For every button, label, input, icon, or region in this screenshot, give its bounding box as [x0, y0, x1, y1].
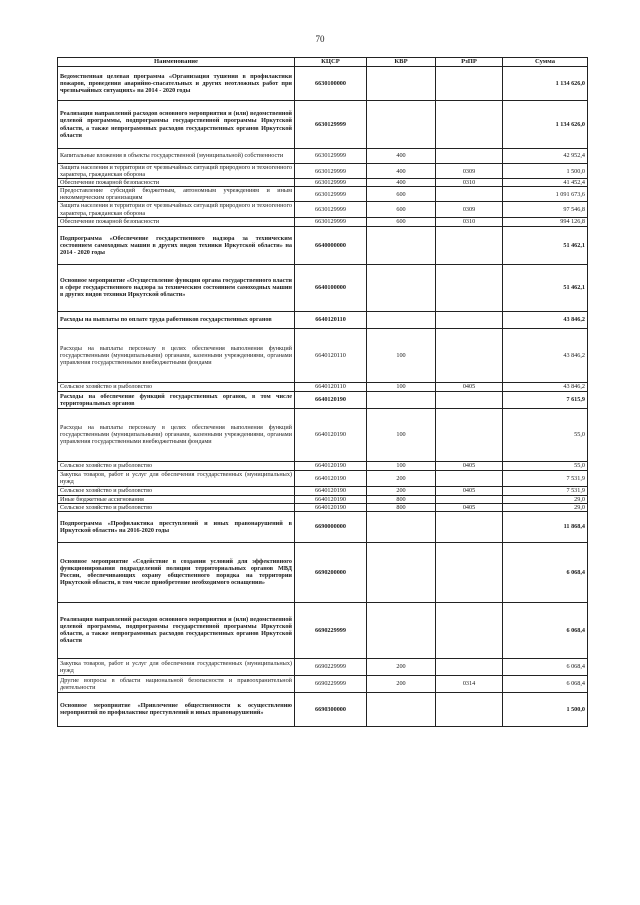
cell-name: Капитальные вложения в объекты государственной (муниципальной) собственности: [58, 149, 295, 164]
table-body: [58, 67, 588, 727]
cell-rzpr: [436, 692, 503, 726]
cell-name: Защита населения и территории от чрезвычайных ситуаций природного и техногенного характера, гражданская оборона: [58, 202, 295, 217]
table-row: [58, 382, 588, 391]
cell-kvr: [367, 692, 436, 726]
cell-kcsr: 6640120110: [295, 382, 367, 391]
cell-kvr: 200: [367, 486, 436, 495]
table-row: [58, 101, 588, 149]
table-row: [58, 391, 588, 408]
cell-rzpr: [436, 264, 503, 311]
cell-rzpr: 0405: [436, 382, 503, 391]
cell-rzpr: [436, 187, 503, 202]
cell-kcsr: 6690200000: [295, 542, 367, 602]
cell-name: Обеспечение пожарной безопасности: [58, 179, 295, 187]
cell-name: Закупка товаров, работ и услуг для обеспечения государственных (муниципальных) нужд: [58, 658, 295, 675]
table-row: [58, 226, 588, 264]
cell-rzpr: 0310: [436, 217, 503, 226]
cell-sum: 97 546,8: [503, 202, 588, 217]
table-row: [58, 67, 588, 101]
column-header-kcsr: КЦСР: [295, 58, 367, 67]
budget-table: [57, 57, 588, 727]
cell-kvr: 400: [367, 179, 436, 187]
cell-kvr: 100: [367, 382, 436, 391]
cell-rzpr: 0314: [436, 675, 503, 692]
cell-sum: 6 068,4: [503, 602, 588, 658]
cell-kvr: 100: [367, 408, 436, 461]
table-row: [58, 264, 588, 311]
cell-name: Обеспечение пожарной безопасности: [58, 217, 295, 226]
cell-sum: 1 500,0: [503, 692, 588, 726]
cell-name: Предоставление субсидий бюджетным, автономным учреждениям и иным некоммерческим организациям: [58, 187, 295, 202]
column-header-kvr: КВР: [367, 58, 436, 67]
cell-name: Сельское хозяйство и рыболовство: [58, 486, 295, 495]
cell-name: Иные бюджетные ассигнования: [58, 495, 295, 503]
cell-name: Ведомственная целевая программа «Организация тушения в профилактики пожаров, проведения аварийно-спасательных и других неотложных работ при чрезвычайных ситуациях» на 2014 - 2020 годы: [58, 67, 295, 101]
cell-sum: 42 952,4: [503, 149, 588, 164]
cell-kvr: 600: [367, 202, 436, 217]
cell-rzpr: 0309: [436, 164, 503, 179]
cell-kcsr: 6690229999: [295, 602, 367, 658]
cell-name: Основное мероприятие «Осуществление функции органа государственного власти в сфере государственного надзора за техническим состоянием самоходных машин в других видов техники Иркутской области»: [58, 264, 295, 311]
table-header-row: [58, 58, 588, 67]
table-row: [58, 311, 588, 328]
cell-name: Защита населения и территории от чрезвычайных ситуаций природного и техногенного характера, гражданская оборона: [58, 164, 295, 179]
cell-kvr: 600: [367, 217, 436, 226]
table-row: [58, 511, 588, 542]
cell-kvr: [367, 391, 436, 408]
column-header-rzpr: РзПР: [436, 58, 503, 67]
table-row: [58, 658, 588, 675]
cell-kcsr: 6630129999: [295, 202, 367, 217]
table-row: [58, 486, 588, 495]
cell-name: Реализация направлений расходов основного мероприятия и (или) ведомственной целевой программы, подпрограммы государственной программы Иркутской области, а также непрограммных расходов государственных органов Иркутской области: [58, 602, 295, 658]
cell-rzpr: 0310: [436, 179, 503, 187]
page-number: 70: [315, 34, 325, 44]
cell-sum: 41 452,4: [503, 179, 588, 187]
table-row: [58, 602, 588, 658]
cell-kvr: 800: [367, 503, 436, 511]
table-row: [58, 328, 588, 382]
cell-kvr: [367, 602, 436, 658]
column-header-name: Наименование: [58, 58, 295, 67]
cell-rzpr: [436, 67, 503, 101]
cell-kcsr: 6640000000: [295, 226, 367, 264]
cell-kvr: 200: [367, 675, 436, 692]
cell-kcsr: 6640100000: [295, 264, 367, 311]
cell-kcsr: 6640120190: [295, 495, 367, 503]
cell-rzpr: [436, 495, 503, 503]
table-row: [58, 495, 588, 503]
cell-kvr: 100: [367, 328, 436, 382]
cell-kvr: [367, 101, 436, 149]
cell-sum: 6 068,4: [503, 542, 588, 602]
cell-sum: 43 846,2: [503, 311, 588, 328]
cell-rzpr: [436, 542, 503, 602]
cell-sum: 1 091 673,6: [503, 187, 588, 202]
cell-sum: 29,0: [503, 495, 588, 503]
cell-rzpr: [436, 470, 503, 486]
cell-kcsr: 6630129999: [295, 101, 367, 149]
cell-kvr: [367, 511, 436, 542]
cell-kcsr: 6640120110: [295, 311, 367, 328]
cell-name: Сельское хозяйство и рыболовство: [58, 382, 295, 391]
cell-sum: 43 846,2: [503, 382, 588, 391]
table-row: [58, 149, 588, 164]
cell-rzpr: 0405: [436, 503, 503, 511]
cell-name: Сельское хозяйство и рыболовство: [58, 503, 295, 511]
cell-kcsr: 6630129999: [295, 187, 367, 202]
table-row: [58, 164, 588, 179]
cell-name: Закупка товаров, работ и услуг для обеспечения государственных (муниципальных) нужд: [58, 470, 295, 486]
cell-kvr: 200: [367, 470, 436, 486]
cell-sum: 7 531,9: [503, 486, 588, 495]
cell-rzpr: [436, 602, 503, 658]
cell-kvr: 800: [367, 495, 436, 503]
cell-kvr: 600: [367, 187, 436, 202]
cell-sum: 11 868,4: [503, 511, 588, 542]
cell-name: Реализация направлений расходов основного мероприятия и (или) ведомственной целевой программы, подпрограммы государственной программы Иркутской области, а также непрограммных расходов государственных органов Иркутской области: [58, 101, 295, 149]
cell-rzpr: [436, 226, 503, 264]
cell-sum: 1 134 626,0: [503, 67, 588, 101]
table-row: [58, 542, 588, 602]
cell-rzpr: 0309: [436, 202, 503, 217]
cell-sum: 6 068,4: [503, 675, 588, 692]
cell-kvr: 200: [367, 658, 436, 675]
cell-name: Расходы на выплаты по оплате труда работников государственных органов: [58, 311, 295, 328]
cell-rzpr: [436, 511, 503, 542]
cell-name: Расходы на выплаты персоналу в целях обеспечения выполнения функций государственными (муниципальными) органами, казенными учреждениями, органами управления государственными внебюджетными фондами: [58, 328, 295, 382]
cell-kcsr: 6630129999: [295, 149, 367, 164]
cell-kcsr: 6630100000: [295, 67, 367, 101]
cell-rzpr: [436, 149, 503, 164]
cell-sum: 29,0: [503, 503, 588, 511]
cell-kcsr: 6690229999: [295, 675, 367, 692]
cell-rzpr: [436, 101, 503, 149]
cell-kvr: [367, 311, 436, 328]
table-row: [58, 408, 588, 461]
cell-sum: 7 531,9: [503, 470, 588, 486]
cell-kcsr: 6690229999: [295, 658, 367, 675]
cell-kcsr: 6640120190: [295, 470, 367, 486]
cell-sum: 43 846,2: [503, 328, 588, 382]
table-row: [58, 217, 588, 226]
cell-name: Другие вопросы в области национальной безопасности и правоохранительной деятельности: [58, 675, 295, 692]
cell-kvr: [367, 67, 436, 101]
cell-kcsr: 6640120190: [295, 461, 367, 470]
cell-sum: 6 068,4: [503, 658, 588, 675]
cell-kvr: 400: [367, 164, 436, 179]
cell-rzpr: [436, 328, 503, 382]
cell-kcsr: 6630129999: [295, 179, 367, 187]
cell-kcsr: 6690300000: [295, 692, 367, 726]
cell-kcsr: 6640120110: [295, 328, 367, 382]
cell-rzpr: [436, 408, 503, 461]
cell-sum: 55,0: [503, 408, 588, 461]
table-row: [58, 187, 588, 202]
cell-kvr: [367, 264, 436, 311]
cell-name: Основное мероприятие «Привлечение общественности к осуществлению мероприятий по профилактике преступлений и иных правонарушений»: [58, 692, 295, 726]
cell-sum: 994 126,8: [503, 217, 588, 226]
cell-name: Расходы на выплаты персоналу в целях обеспечения выполнения функций государственными (муниципальными) органами, казенными учреждениями, органами управления государственными внебюджетными фондами: [58, 408, 295, 461]
table-row: [58, 470, 588, 486]
cell-sum: 7 615,9: [503, 391, 588, 408]
cell-name: Расходы на обеспечение функций государственных органов, в том числе территориальных органов: [58, 391, 295, 408]
cell-sum: 51 462,1: [503, 226, 588, 264]
table-row: [58, 692, 588, 726]
column-header-sum: Сумма: [503, 58, 588, 67]
cell-sum: 1 134 626,0: [503, 101, 588, 149]
cell-sum: 1 500,0: [503, 164, 588, 179]
cell-name: Подпрограмма «Профилактика преступлений и иных правонарушений в Иркутской области» на 2016-2020 годы: [58, 511, 295, 542]
cell-kvr: [367, 226, 436, 264]
cell-rzpr: 0405: [436, 461, 503, 470]
cell-kvr: [367, 542, 436, 602]
cell-kvr: 400: [367, 149, 436, 164]
cell-rzpr: [436, 391, 503, 408]
cell-rzpr: [436, 311, 503, 328]
cell-kvr: 100: [367, 461, 436, 470]
cell-kcsr: 6640120190: [295, 391, 367, 408]
table-row: [58, 179, 588, 187]
cell-rzpr: 0405: [436, 486, 503, 495]
cell-rzpr: [436, 658, 503, 675]
cell-name: Подпрограмма «Обеспечение государственного надзора за техническим состоянием самоходных машин в других видов техники Иркутской области» на 2014 - 2020 годы: [58, 226, 295, 264]
cell-kcsr: 6640120190: [295, 503, 367, 511]
cell-kcsr: 6630129999: [295, 164, 367, 179]
cell-kcsr: 6640120190: [295, 408, 367, 461]
cell-name: Основное мероприятие «Содействие в создании условий для эффективного функционирования подразделений полиции территориальных органов МВД России, обеспечивающих охрану общественного порядка на территории Иркутской области, в том числе приобретение необходимого оснащения»: [58, 542, 295, 602]
cell-kcsr: 6640120190: [295, 486, 367, 495]
table-row: [58, 461, 588, 470]
cell-name: Сельское хозяйство и рыболовство: [58, 461, 295, 470]
cell-sum: 51 462,1: [503, 264, 588, 311]
table-row: [58, 202, 588, 217]
table-row: [58, 675, 588, 692]
table-row: [58, 503, 588, 511]
cell-kcsr: 6630129999: [295, 217, 367, 226]
cell-sum: 55,0: [503, 461, 588, 470]
cell-kcsr: 6690000000: [295, 511, 367, 542]
